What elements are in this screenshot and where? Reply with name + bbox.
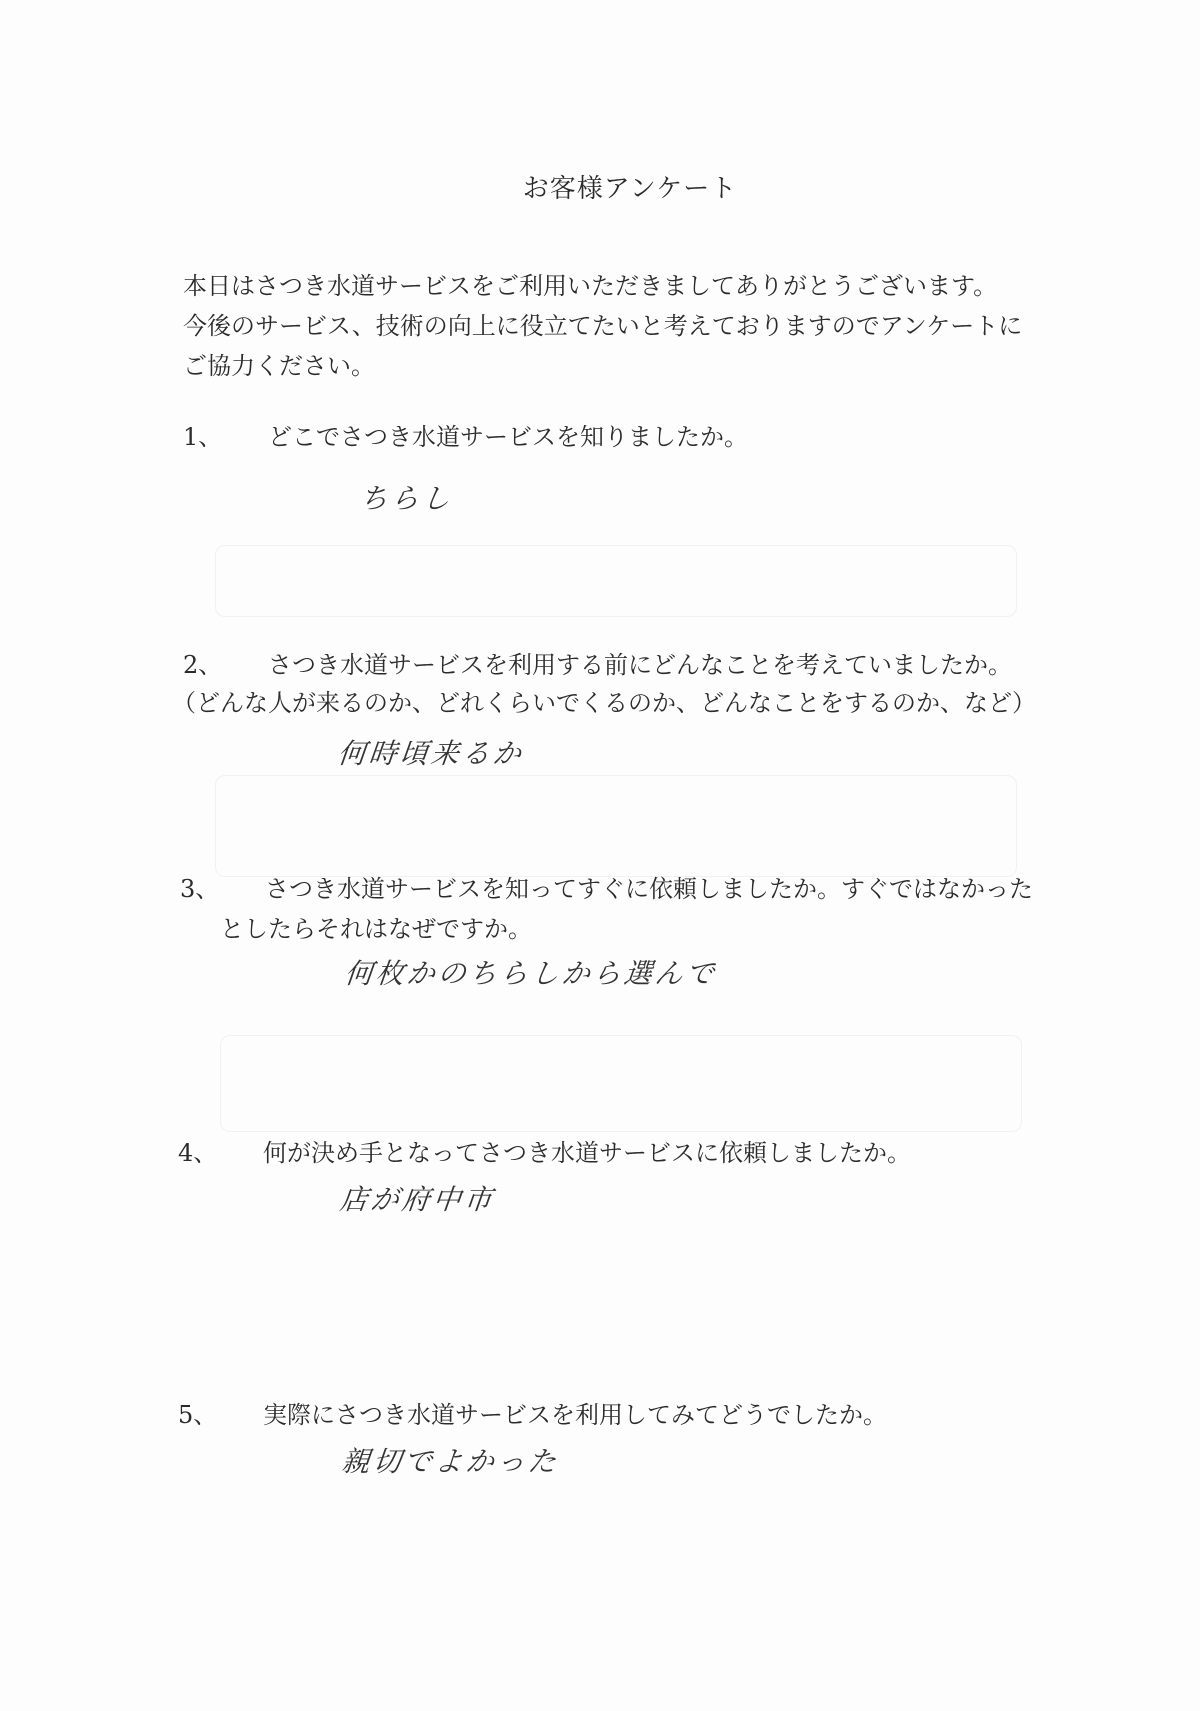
answer-5: 親切でよかった — [340, 1445, 561, 1478]
answer-4: 店が府中市 — [338, 1183, 497, 1216]
question-number: 4、 — [178, 1139, 218, 1167]
question-2-subtext: （どんな人が来るのか、どれくらいでくるのか、どんなことをするのか、など） — [172, 689, 1036, 717]
question-3-subtext: としたらそれはなぜですか。 — [220, 915, 532, 943]
question-text: さつき水道サービスを利用する前にどんなことを考えていましたか。 — [268, 651, 1012, 679]
question-number: 2、 — [183, 651, 223, 679]
question-text: 何が決め手となってさつき水道サービスに依頼しましたか。 — [263, 1139, 911, 1167]
question-5 — [178, 1396, 887, 1434]
question-text: さつき水道サービスを知ってすぐに依頼しましたか。すぐではなかった — [265, 875, 1033, 903]
page-title: お客様アンケート — [522, 174, 738, 204]
question-number: 5、 — [178, 1401, 218, 1429]
question-2 — [183, 646, 1012, 684]
question-text: どこでさつき水道サービスを知りましたか。 — [268, 423, 748, 451]
answer-2: 何時頃来るか — [336, 737, 526, 770]
question-number: 1、 — [183, 423, 223, 451]
question-3 — [180, 870, 1033, 908]
scan-ghost-box — [220, 1035, 1022, 1132]
intro-text — [183, 266, 1083, 386]
answer-3: 何枚かのちらしから選んで — [343, 957, 719, 990]
intro-line: ご協力ください。 — [183, 352, 375, 380]
intro-line: 今後のサービス、技術の向上に役立てたいと考えておりますのでアンケートに — [183, 312, 1023, 340]
question-1 — [183, 418, 748, 456]
scan-ghost-box — [215, 545, 1017, 617]
question-text: 実際にさつき水道サービスを利用してみてどうでしたか。 — [263, 1401, 887, 1429]
answer-1: ちらし — [358, 482, 455, 515]
question-4 — [178, 1134, 911, 1172]
intro-line: 本日はさつき水道サービスをご利用いただきましてありがとうございます。 — [183, 272, 998, 300]
scan-ghost-box — [215, 775, 1017, 877]
question-number: 3、 — [180, 875, 220, 903]
